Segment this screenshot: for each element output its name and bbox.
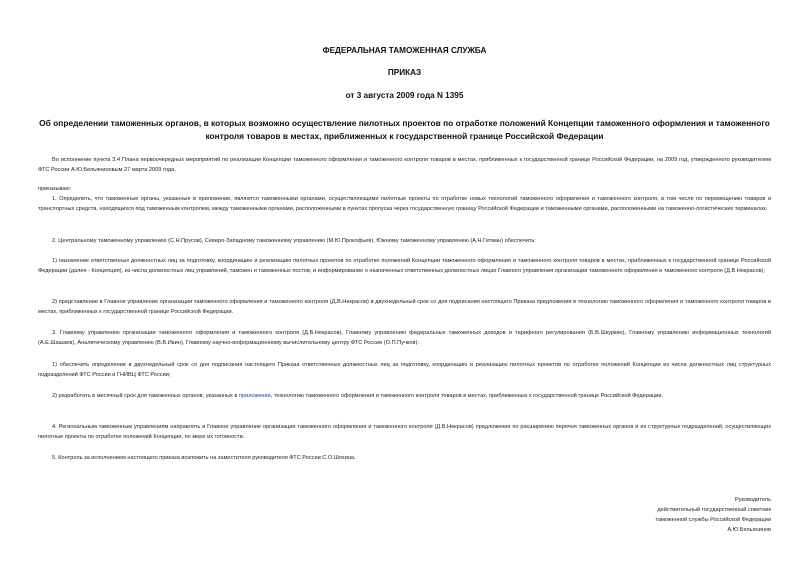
document-page bbox=[38, 0, 771, 571]
paragraph-3-item-2-text-start: 2) разработать в месячный срок для таможенных органов, указанных в bbox=[52, 393, 239, 399]
signature-title: Руководитель bbox=[734, 497, 771, 503]
document-type-heading: ПРИКАЗ bbox=[387, 68, 422, 77]
paragraph-2-item-1: 1) назначение ответственных должностных лиц за подготовку, координацию и реализацию пилотных проектов по отработке положений Концепции таможенного оформления и таможенного контроля товаров в местах, приближенных к государственной границе Российской Федерации (далее - Концепция), из числа должностных лиц управлений, таможен и таможенных постов, и информирование о назначенных ответственных должностных лицах Главного управления организации таможенного оформления и таможенного контроля (Д.В.Некрасов); bbox=[38, 258, 771, 274]
paragraph-5: 5. Контроль за исполнением настоящего приказа возложить на заместителя руководителя ФТС России С.О.Шохина. bbox=[52, 455, 356, 461]
paragraph-4: 4. Региональным таможенным управлениям направлять в Главное управление организации таможенного оформления и таможенного контроля (Д.В.Некрасов) предложения по расширению перечня таможенных органов и их структурных подразделений, осуществляющих пилотные проекты по отработке положений Концепции, по мере их готовности. bbox=[38, 424, 771, 440]
agency-heading: ФЕДЕРАЛЬНАЯ ТАМОЖЕННАЯ СЛУЖБА bbox=[322, 46, 487, 55]
paragraph-2-item-2: 2) представление в Главное управление организации таможенного оформления и таможенного контроля (Д.В.Некрасов) в двухнедельный срок со дня подписания настоящего Приказа предложения в технологию таможенного оформления и таможенного контроля товаров в местах, приближенных к государственной границе Российской Федерации. bbox=[38, 299, 771, 315]
paragraph-3-item-2 bbox=[38, 392, 771, 402]
date-number-heading: от 3 августа 2009 года N 1395 bbox=[345, 91, 464, 100]
paragraph-3: 3. Главному управлению организации таможенного оформления и таможенного контроля (Д.В.Некрасов), Главному управлению федеральных таможенных доходов и тарифного регулирования (Б.В.Шкуркин), Главному управлению информационных технологий (А.Е.Шашаев), Аналитическому управлению (В.В.Ивин), Главному научно-информационному вычислительному центру ФТС России (О.П.Пучков): bbox=[38, 330, 771, 346]
order-word: приказываю: bbox=[38, 186, 72, 192]
paragraph-1: 1. Определить, что таможенные органы, указанные в приложении, являются таможенными органами, осуществляющими пилотные проекты по отработке новых технологий таможенного оформления и таможенного контроля, в том числе по перемещению товаров и транспортных средств, находящихся под таможенным контролем, между таможенными органами, расположенными в пунктах пропуска через государственную границу Российской Федерации и таможенными органами, расположенными на таможенно-логистических терминалах. bbox=[38, 196, 771, 212]
document-title: Об определении таможенных органов, в которых возможно осуществление пилотных проектов по отработке положений Концепции таможенного оформления и таможенного контроля товаров в местах, приближенных к государственной границе Российской Федерации bbox=[39, 118, 770, 141]
signature-rank: действительный государственный советник bbox=[657, 507, 771, 513]
signature-service: таможенной службы Российской Федерации bbox=[655, 517, 771, 523]
appendix-link[interactable]: приложении bbox=[238, 393, 271, 399]
paragraph-3-item-1: 1) обеспечить определение в двухнедельный срок со дня подписания настоящего Приказа ответственных должностных лиц за подготовку, координацию и реализацию пилотных проектов по отработке положений Концепции из числа должностных лиц структурных подразделений ФТС России и ГНИВЦ ФТС России; bbox=[38, 362, 771, 378]
intro-paragraph: Во исполнение пункта 3.4 Плана первоочередных мероприятий по реализации Концепции таможенного оформления и таможенного контроля товаров в местах, приближенных к государственной границе Российской Федерации, на 2009 год, утвержденного руководителем ФТС России А.Ю.Бельяниновым 27 марта 2009 года, bbox=[38, 157, 771, 173]
signature-name: А.Ю.Бельянинов bbox=[727, 527, 771, 533]
paragraph-2: 2. Центральному таможенному управлению (С.Н.Прусов), Северо-Западному таможенному управлению (М.Ю.Прокофьев), Южному таможенному управлению (А.Н.Гетман) обеспечить: bbox=[52, 238, 536, 244]
paragraph-3-item-2-text-end: , технологию таможенного оформления и таможенного контроля товаров в местах, приближенных к государственной границе Российской Федерации. bbox=[270, 393, 664, 399]
